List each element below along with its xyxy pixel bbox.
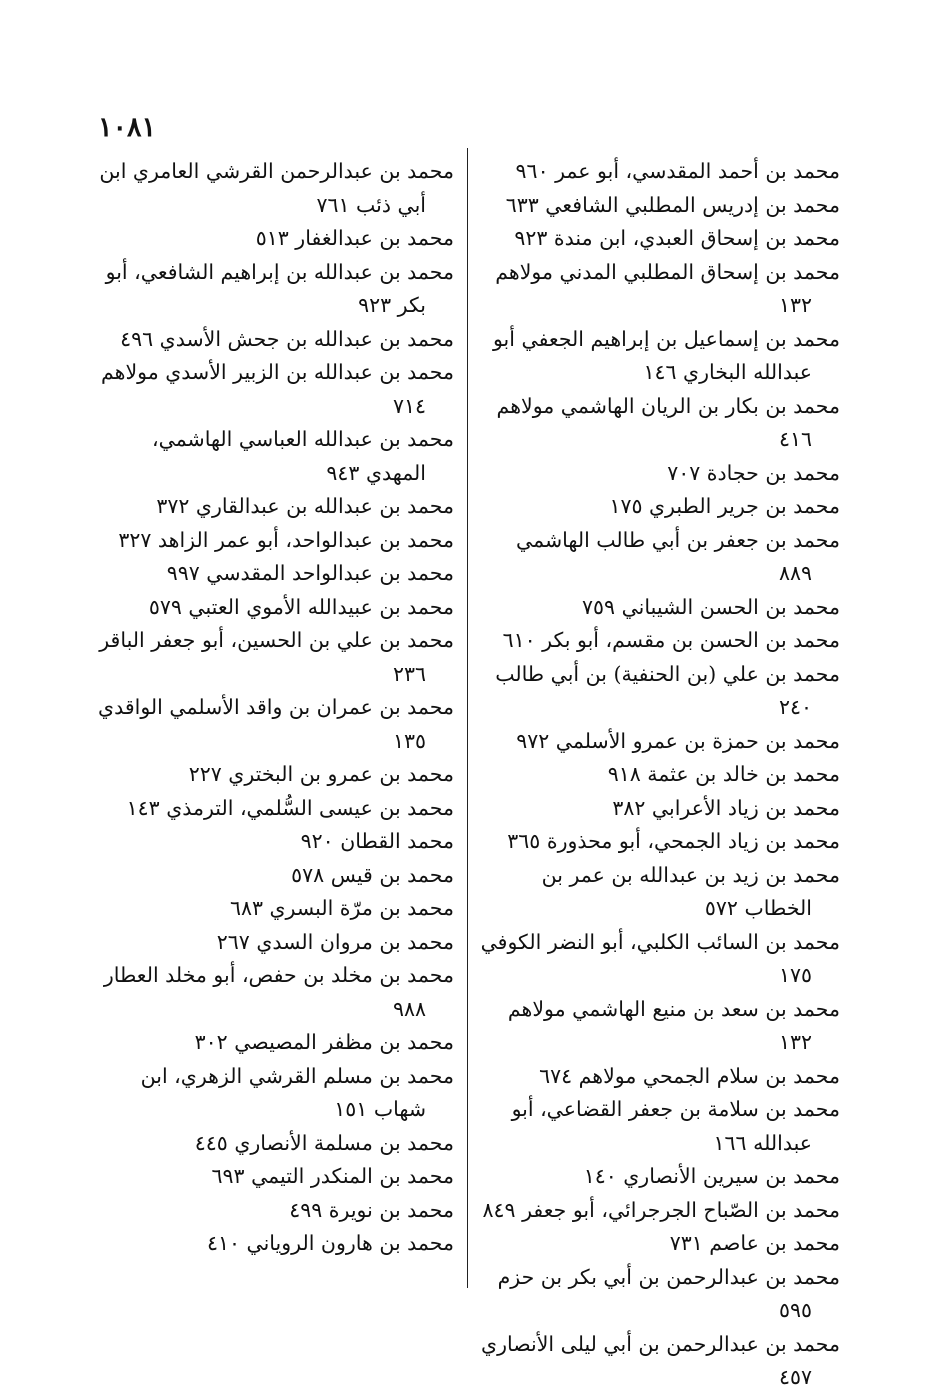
index-entry: محمد بن إسحاق العبدي، ابن مندة ٩٢٣ (514, 226, 840, 250)
index-entry: محمد بن علي (بن الحنفية) بن أبي طالب ٢٤٠ (495, 661, 840, 719)
index-entry: محمد بن مرّة البسري ٦٨٣ (229, 896, 454, 920)
index-entry: محمد بن مظفر المصيصي ٣٠٢ (194, 1030, 454, 1054)
index-entry: محمد بن عبدالغفار ٥١٣ (255, 226, 454, 250)
index-entry: محمد بن سلامة بن جعفر القضاعي، أبو عبدالله ١٦٦ (511, 1097, 840, 1155)
index-entry: محمد بن سعد بن منيع الهاشمي مولاهم ١٣٢ (507, 996, 840, 1054)
index-entry: محمد بن الصّباح الجرجرائي، أبو جعفر ٨٤٩ (482, 1197, 840, 1222)
index-entry: محمد القطان ٩٢٠ (300, 829, 454, 853)
index-entry: محمد بن عمران بن واقد الأسلمي الواقدي ١٣٥ (98, 695, 454, 753)
index-column-right (478, 155, 840, 1395)
index-entry: محمد بن عبدالله بن إبراهيم الشافعي، أبو بكر ٩٢٣ (105, 259, 454, 317)
index-entry: محمد بن سيرين الأنصاري ١٤٠ (583, 1164, 840, 1188)
index-entry: محمد بن زيد بن عبدالله بن عمر بن الخطاب ٥٧٢ (541, 862, 840, 920)
column-divider (467, 148, 468, 1288)
index-entry: محمد بن سلام الجمحي مولاهم ٦٧٤ (539, 1063, 840, 1088)
index-entry: محمد بن مخلد بن حفص، أبو مخلد العطار ٩٨٨ (103, 963, 454, 1021)
index-entry: محمد بن إدريس المطلبي الشافعي ٦٣٣ (505, 192, 840, 217)
index-entry: محمد بن إسماعيل بن إبراهيم الجعفي أبو عبدالله البخاري ١٤٦ (492, 326, 840, 384)
index-column-left (92, 155, 454, 1261)
index-entry: محمد بن عمرو بن البختري ٢٢٧ (188, 762, 454, 786)
index-entry: محمد بن عبيدالله الأموي العتبي ٥٧٩ (148, 594, 454, 619)
index-entry: محمد بن مسلمة الأنصاري ٤٤٥ (194, 1130, 454, 1155)
index-entry: محمد بن بكار بن الريان الهاشمي مولاهم ٤١٦ (496, 393, 840, 451)
index-entry: محمد بن حمزة بن عمرو الأسلمي ٩٧٢ (516, 728, 840, 753)
index-entry: محمد بن الحسن بن مقسم، أبو بكر ٦١٠ (502, 628, 840, 652)
index-entry: محمد بن السائب الكلبي، أبو النضر الكوفي ١٧٥ (480, 929, 840, 987)
index-entry: محمد بن حجادة ٧٠٧ (667, 460, 840, 485)
page-number: ١٠٨١ (98, 112, 157, 143)
index-entry: محمد بن عبدالرحمن بن أبي بكر بن حزم ٥٩٥ (497, 1264, 840, 1322)
index-entry: محمد بن المنكدر التيمي ٦٩٣ (211, 1164, 454, 1188)
index-entry: محمد بن عبدالرحمن بن أبي ليلى الأنصاري ٤٥٧ (481, 1331, 840, 1389)
index-entry: محمد بن إسحاق المطلبي المدني مولاهم ١٣٢ (495, 259, 840, 317)
index-entry: محمد بن علي بن الحسين، أبو جعفر الباقر ٢٣٦ (99, 628, 454, 686)
index-entry: محمد بن عبدالواحد المقدسي ٩٩٧ (166, 561, 454, 585)
index-entry: محمد بن عبدالله بن جحش الأسدي ٤٩٦ (120, 326, 454, 351)
index-entry: محمد بن خالد بن عثمة ٩١٨ (607, 762, 840, 786)
index-entry: محمد بن مروان السدي ٢٦٧ (216, 929, 454, 954)
index-entry: محمد بن مسلم القرشي الزهري، ابن شهاب ١٥١ (140, 1063, 454, 1121)
index-entry: محمد بن زياد الأعرابي ٣٨٢ (612, 795, 840, 820)
index-entry: محمد بن عاصم ٧٣١ (669, 1231, 840, 1255)
index-entry: محمد بن عيسى السُّلمي، الترمذي ١٤٣ (126, 795, 454, 820)
index-entry: محمد بن أحمد المقدسي، أبو عمر ٩٦٠ (515, 159, 840, 183)
index-entry: محمد بن عبدالواحد، أبو عمر الزاهد ٣٢٧ (118, 527, 454, 552)
index-entry: محمد بن قيس ٥٧٨ (291, 862, 454, 887)
index-entry: محمد بن عبدالله العباسي الهاشمي، المهدي ٩٤٣ (152, 427, 454, 485)
index-entry: محمد بن الحسن الشيباني ٧٥٩ (582, 594, 840, 619)
index-entry: محمد بن هارون الروياني ٤١٠ (206, 1231, 454, 1255)
index-entry: محمد بن جرير الطبري ١٧٥ (609, 494, 840, 518)
index-entry: محمد بن عبدالله بن عبدالقاري ٣٧٢ (156, 494, 454, 518)
index-entry: محمد بن عبدالله بن الزبير الأسدي مولاهم ٧١٤ (101, 360, 454, 418)
index-entry: محمد بن زياد الجمحي، أبو محذورة ٣٦٥ (507, 829, 840, 853)
index-entry: محمد بن عبدالرحمن القرشي العامري ابن أبي ذئب ٧٦١ (99, 159, 454, 217)
index-entry: محمد بن نويرة ٤٩٩ (289, 1197, 454, 1222)
index-entry: محمد بن جعفر بن أبي طالب الهاشمي ٨٨٩ (516, 527, 840, 585)
